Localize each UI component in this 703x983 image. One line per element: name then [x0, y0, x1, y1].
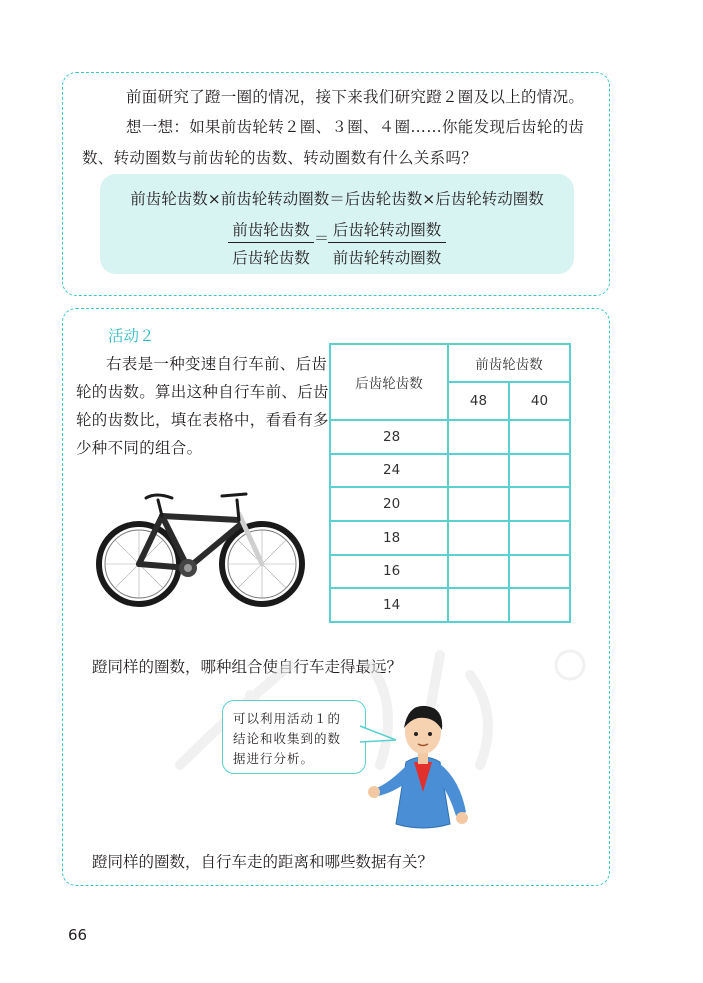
rear-teeth-value: 28 [330, 420, 448, 454]
formula-box [100, 174, 574, 274]
table-cell [448, 454, 509, 488]
speech-bubble [222, 700, 366, 774]
boy-illustration [368, 692, 478, 842]
table-cell [509, 588, 570, 622]
activity-paragraph: 右表是一种变速自行车前、后齿轮的齿数。算出这种自行车前、后齿轮的齿数比，填在表格中，看看有多少种不同的组合。 [76, 355, 329, 457]
formula-product: 前齿轮齿数×前齿轮转动圈数＝后齿轮齿数×后齿轮转动圈数 [130, 190, 544, 208]
table-cell [448, 420, 509, 454]
table-cell [509, 454, 570, 488]
fraction-right [328, 218, 446, 268]
speech-line: 据进行分析。 [233, 751, 315, 766]
question-distance: 蹬同样的圈数，自行车走的距离和哪些数据有关？ [92, 853, 434, 871]
front-teeth-header: 前齿轮齿数 [448, 344, 570, 382]
rear-teeth-value: 20 [330, 487, 448, 521]
fraction-left-denominator: 后齿轮齿数 [232, 249, 310, 267]
equals-sign: ＝ [314, 229, 330, 247]
table-cell [448, 555, 509, 589]
table-cell [448, 521, 509, 555]
page-number: 66 [68, 926, 88, 944]
table-cell [448, 487, 509, 521]
fraction-left-numerator: 前齿轮齿数 [228, 218, 314, 243]
front-teeth-value: 48 [448, 382, 509, 420]
question-farthest: 蹬同样的圈数，哪种组合使自行车走得最远？ [92, 658, 403, 676]
fraction-left [228, 218, 314, 268]
rear-teeth-value: 24 [330, 454, 448, 488]
table-cell [448, 588, 509, 622]
activity-title: 活动２ [108, 327, 155, 345]
rear-teeth-value: 18 [330, 521, 448, 555]
table-cell [509, 487, 570, 521]
rear-teeth-header: 后齿轮齿数 [330, 344, 448, 420]
speech-line: 可以利用活动１的 [233, 711, 342, 726]
rear-teeth-value: 16 [330, 555, 448, 589]
rear-teeth-value: 14 [330, 588, 448, 622]
table-cell [509, 555, 570, 589]
speech-line: 结论和收集到的数 [233, 731, 342, 746]
think-question: 想一想：如果前齿轮转２圈、３圈、４圈……你能发现后齿轮的齿数、转动圈数与前齿轮的齿数、转动圈数有什么关系吗？ [82, 118, 585, 167]
gear-table [329, 343, 571, 623]
intro-paragraph: 前面研究了蹬一圈的情况，接下来我们研究蹬２圈及以上的情况。 [126, 88, 585, 106]
bicycle-illustration [84, 480, 316, 610]
front-teeth-value: 40 [509, 382, 570, 420]
fraction-right-denominator: 前齿轮转动圈数 [332, 249, 442, 267]
table-cell [509, 521, 570, 555]
table-cell [509, 420, 570, 454]
fraction-right-numerator: 后齿轮转动圈数 [328, 218, 446, 243]
